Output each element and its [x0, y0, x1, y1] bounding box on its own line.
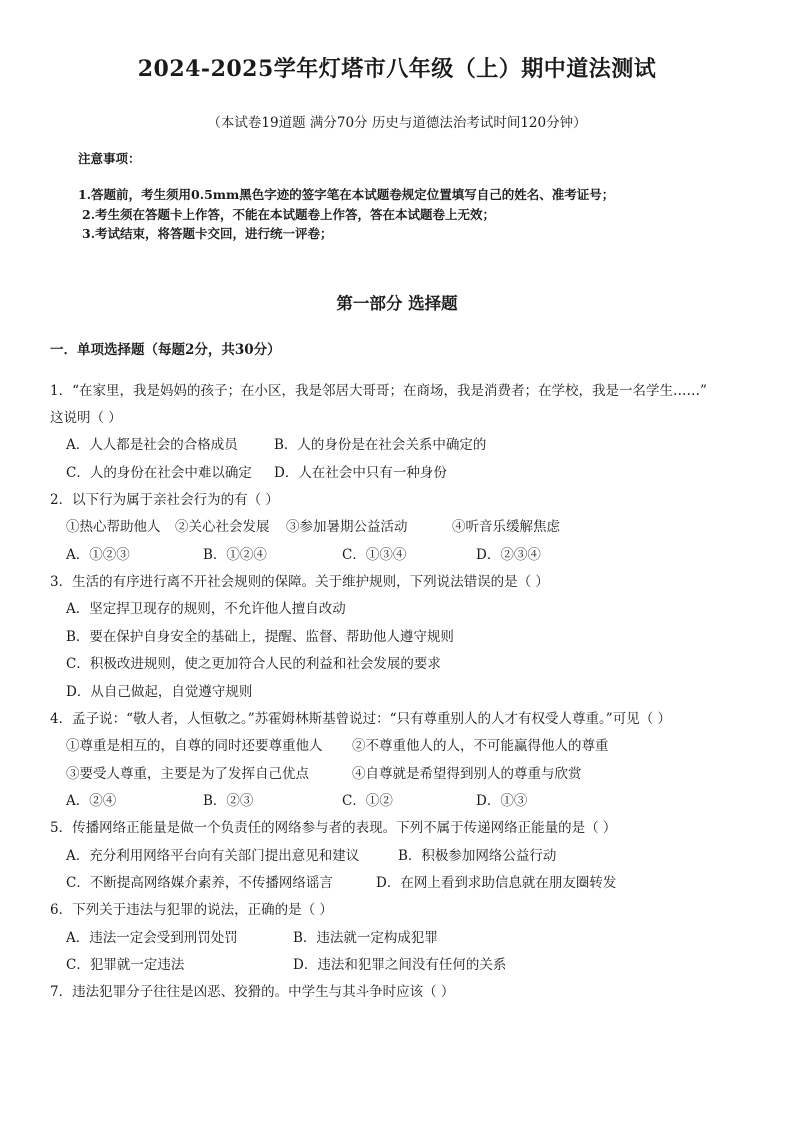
page-title: 2024-2025学年灯塔市八年级（上）期中道法测试: [137, 56, 657, 82]
question-4-item: ③要受人尊重，主要是为了发挥自己优点: [66, 766, 309, 782]
question-2-item: ②关心社会发展: [175, 519, 270, 535]
section-title: 一．单项选择题（每题2分，共30分）: [50, 342, 281, 358]
question-2-stem: 2．以下行为属于亲社会行为的有（ ）: [50, 492, 279, 508]
question-3-stem: 3．生活的有序进行离不开社会规则的保障。关于维护规则，下列说法错误的是（ ）: [50, 574, 549, 590]
question-2-option-b: B．①②④: [203, 547, 267, 563]
question-2-option-a: A．①②③: [66, 547, 130, 563]
question-4-item: ②不尊重他人的人，不可能赢得他人的尊重: [352, 738, 609, 754]
question-5-option-a: A．充分利用网络平台向有关部门提出意见和建议: [66, 848, 360, 864]
question-6-option-a: A．违法一定会受到刑罚处罚: [66, 930, 238, 946]
part-title: 第一部分 选择题: [336, 294, 458, 313]
question-6-option-c: C．犯罪就一定违法: [66, 957, 185, 973]
question-6-option-b: B．违法就一定构成犯罪: [293, 930, 438, 946]
question-4-option-b: B．②③: [203, 793, 254, 809]
note-item: 2.考生须在答题卡上作答，不能在本试题卷上作答，答在本试题卷上无效；: [82, 207, 496, 222]
question-1-stem-cont: 这说明（ ）: [50, 410, 122, 426]
question-5-option-d: D．在网上看到求助信息就在朋友圈转发: [376, 875, 617, 891]
notes-heading: 注意事项：: [78, 151, 141, 166]
question-3-option-c: C．积极改进规则，使之更加符合人民的利益和社会发展的要求: [66, 656, 441, 672]
question-1-option-d: D．人在社会中只有一种身份: [274, 465, 447, 481]
question-3-option-b: B．要在保护自身安全的基础上，提醒、监督、帮助他人遵守规则: [66, 629, 454, 645]
question-4-option-a: A．②④: [66, 793, 117, 809]
question-4-stem: 4．孟子说：“敬人者，人恒敬之。”苏霍姆林斯基曾说过：“只有尊重别人的人才有权受人尊重。”可见（ ）: [50, 711, 671, 727]
note-item: 3.考试结束，将答题卡交回，进行统一评卷；: [82, 226, 333, 241]
question-2-item: ④听音乐缓解焦虑: [452, 519, 560, 535]
question-4-option-d: D．①③: [476, 793, 528, 809]
question-5-stem: 5．传播网络正能量是做一个负责任的网络参与者的表现。下列不属于传递网络正能量的是（ ）: [50, 820, 617, 836]
question-5-option-c: C．不断提高网络媒介素养，不传播网络谣言: [66, 875, 333, 891]
question-2-option-d: D．②③④: [476, 547, 541, 563]
question-2-item: ①热心帮助他人: [66, 519, 161, 535]
question-6-stem: 6．下列关于违法与犯罪的说法，正确的是（ ）: [50, 902, 333, 918]
question-4-item: ①尊重是相互的，自尊的同时还要尊重他人: [66, 738, 323, 754]
question-2-item: ③参加暑期公益活动: [286, 519, 408, 535]
note-item: 1.答题前，考生须用0.5mm黑色字迹的签字笔在本试题卷规定位置填写自己的姓名、准考证号；: [78, 187, 615, 202]
question-7-stem: 7．违法犯罪分子往往是凶恶、狡猾的。中学生与其斗争时应该（ ）: [50, 984, 455, 1000]
question-5-option-b: B．积极参加网络公益行动: [398, 848, 557, 864]
exam-info: （本试卷19道题 满分70分 历史与道德法治考试时间120分钟）: [207, 115, 587, 131]
question-1-option-b: B．人的身份是在社会关系中确定的: [274, 437, 487, 453]
question-1-option-c: C．人的身份在社会中难以确定: [66, 465, 252, 481]
question-1-option-a: A．人人都是社会的合格成员: [66, 437, 238, 453]
question-1-stem: 1．“在家里，我是妈妈的孩子；在小区，我是邻居大哥哥；在商场，我是消费者；在学校，我是一名学生……”: [50, 383, 707, 399]
question-3-option-a: A．坚定捍卫现存的规则，不允许他人擅自改动: [66, 601, 346, 617]
question-4-item: ④自尊就是希望得到别人的尊重与欣赏: [352, 766, 582, 782]
question-6-option-d: D．违法和犯罪之间没有任何的关系: [293, 957, 507, 973]
question-3-option-d: D．从自己做起，自觉遵守规则: [66, 684, 253, 700]
question-4-option-c: C．①②: [342, 793, 393, 809]
question-2-option-c: C．①③④: [342, 547, 407, 563]
